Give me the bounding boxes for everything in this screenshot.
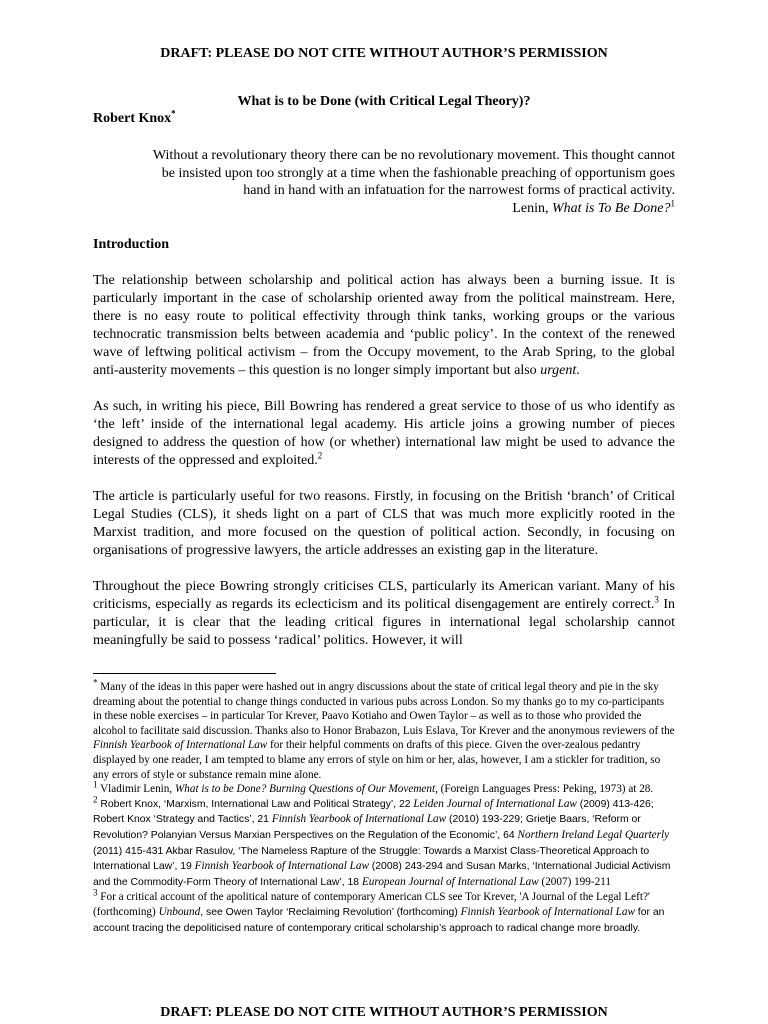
footnote-2-text-c: (2010) 193-229; Grietje Baars, ‘Reform or Revolution? Polanyian Versus Marxian Perspectives on the Regulation of the Economic’, 64: [93, 814, 641, 841]
footnote-ref-3: 3: [654, 594, 659, 605]
epigraph-author: Lenin,: [512, 200, 553, 216]
footnote-3-mark: 3: [93, 887, 98, 898]
footnote-3-journal-1: Unbound: [158, 905, 201, 918]
body-paragraph-2: [93, 398, 675, 470]
footnote-1-title: What is to be Done? Burning Questions of Our Movement: [174, 783, 436, 796]
footnote-star: [93, 677, 675, 782]
epigraph-footnote-mark: 1: [670, 197, 675, 208]
paragraph-4-continued: In particular, it is clear that the leading critical figures in international legal scholarship cannot meaningfully be said to possess ‘radical’ politics. However, it will: [93, 597, 675, 648]
main-body: [93, 236, 675, 668]
footnotes: [93, 677, 675, 936]
author-footnote-mark: *: [171, 108, 176, 119]
footnote-2-text-e: (2008) 243-294 and Susan Marks, ‘International Judicial Activism and the Commodity-Form Theory of International Law’, 18: [93, 861, 671, 888]
footnote-2-text-a: Robert Knox, ‘Marxism, International Law and Political Strategy’, 22: [97, 798, 414, 810]
footnote-2: [93, 794, 675, 891]
footnote-2-text-f: (2007) 199-211: [538, 875, 611, 888]
footnote-3: [93, 887, 675, 936]
epigraph-line-2: be insisted upon too strongly at a time when the fashionable preaching of opportunism goes: [161, 165, 675, 181]
paragraph-1-emphasis: urgent: [540, 363, 577, 378]
footnote-3-text-b: , see Owen Taylor ‘Reclaiming Revolution’ (forthcoming): [200, 906, 461, 918]
epigraph-line-3: hand in hand with an infatuation for the narrowest forms of practical activity.: [243, 183, 675, 198]
footnote-ref-2: 2: [317, 450, 323, 461]
epigraph: [93, 147, 675, 217]
footnote-1-text: Vladimir Lenin,: [97, 783, 175, 796]
body-paragraph-4: [93, 578, 675, 650]
footnote-star-text-end: for their helpful comments on drafts of this piece. Given the over-zealous pedantry displayed by one reader, I am tempted to blame any errors of style on him or her, alas, however, I am a stickler for tradition, so any errors of style or substance remain mine alone.: [93, 739, 661, 781]
footnote-star-mark: *: [93, 677, 98, 688]
paragraph-1-end: .: [576, 363, 580, 378]
paragraph-2-text: As such, in writing his piece, Bill Bowring has rendered a great service to those of us who identify as ‘the left’ inside of the international legal academy. His article joins a growing number of pieces designed to address the question of how (or whether) international law might be used to advance the interests of the oppressed and exploited.: [93, 399, 675, 468]
author-text: Robert Knox: [93, 111, 172, 126]
footnote-2-journal-3: Northern Ireland Legal Quarterly: [517, 828, 670, 841]
epigraph-source: What is To Be Done?: [552, 200, 671, 216]
footnote-1-text-end: , (Foreign Languages Press: Peking, 1973) at 28.: [435, 783, 654, 796]
footnote-2-text-b: (2009) 413-426; Robert Knox ‘Strategy and Tactics’, 21: [93, 798, 654, 826]
footnote-2-journal-4: Finnish Yearbook of International Law: [194, 860, 369, 873]
epigraph-line-1: Without a revolutionary theory there can be no revolutionary movement. This thought cannot: [152, 148, 675, 163]
epigraph-attribution: [93, 197, 675, 218]
footnote-3-text-a: For a critical account of the apolitical nature of contemporary American CLS see Tor Krever, 'A Journal of the Legal Left?' (forthcoming): [93, 891, 650, 918]
footnote-2-text-d: (2011) 415-431 Akbar Rasulov, ‘The Nameless Rapture of the Struggle: Towards a Marxist Class-Theoretical Approach to International Law’, 19: [93, 845, 650, 873]
footnote-2-journal-2: Finnish Yearbook of International Law: [271, 813, 447, 826]
footnote-2-journal-1: Leiden Journal of International Law: [413, 797, 577, 810]
footnote-3-text-c: for an account tracing the depoliticised nature of contemporary critical scholarship’s approach to radical change more broadly.: [93, 906, 665, 934]
footnote-1-mark: 1: [93, 779, 98, 790]
draft-footer: DRAFT: PLEASE DO NOT CITE WITHOUT AUTHOR’S PERMISSION: [160, 1005, 608, 1020]
footnote-star-journal: Finnish Yearbook of International Law: [93, 739, 268, 752]
paragraph-1-text: The relationship between scholarship and political action has always been a burning issue. It is particularly important in the case of scholarship oriented away from the political mainstream. Here, there is no easy route to political effectivity through think tanks, working groups or the various technocratic transmission belts between academia and ‘public policy’. In the context of the renewed wave of leftwing political activism – from the Occupy movement, to the Arab Spring, to the global anti-austerity movements – this question is no longer simply important but also: [93, 273, 675, 378]
footnote-3-journal-2: Finnish Yearbook of International Law: [460, 905, 635, 918]
section-heading-introduction: Introduction: [93, 237, 169, 252]
author-name: [93, 108, 176, 127]
footnote-star-text: Many of the ideas in this paper were hashed out in angry discussions about the state of critical legal theory and pie in the sky dreaming about the potential to change things conducted in various pubs across London. So my thanks go to my co-participants in these noble exercises – in particular Tor Krever, Paavo Kotiaho and Owen Taylor – as well as to those who provided the alcohol to facilitate said discussion. Thanks also to Honor Brabazon, Luis Eslava, Tor Krever and the anonymous reviewers of the: [93, 681, 675, 737]
body-paragraph-1: [93, 272, 675, 380]
paragraph-4-text: Throughout the piece Bowring strongly criticises CLS, particularly its American variant. Many of his criticisms, especially as regards its eclecticism and its political disengagement are entirely correct.: [93, 579, 675, 612]
body-paragraph-3: The article is particularly useful for two reasons. Firstly, in focusing on the British ‘branch’ of Critical Legal Studies (CLS), it sheds light on a part of CLS that was much more explicitly rooted in the Marxist tradition, and more focused on the question of political action. Secondly, in focusing on organisations of progressive lawyers, the article addresses an existing gap in the literature.: [93, 489, 675, 558]
footnote-2-journal-5: European Journal of International Law: [361, 875, 539, 888]
draft-header: DRAFT: PLEASE DO NOT CITE WITHOUT AUTHOR’S PERMISSION: [160, 46, 608, 61]
document-title: What is to be Done (with Critical Legal Theory)?: [237, 94, 531, 109]
footnote-2-mark: 2: [93, 794, 98, 805]
footnote-1: [93, 779, 675, 797]
footnote-separator: [93, 673, 276, 674]
